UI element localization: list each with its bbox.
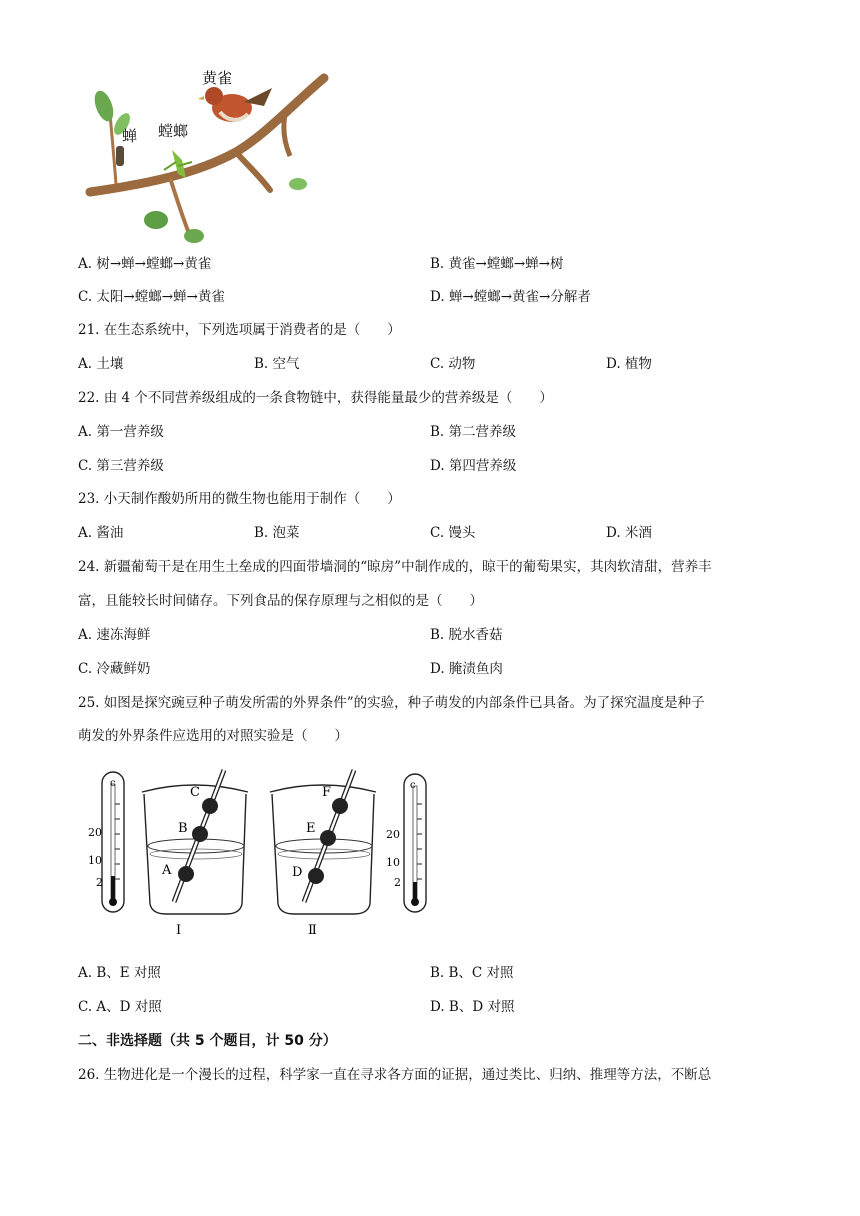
q25-option-b: B. B、C 对照 bbox=[430, 965, 514, 981]
q24-stem-line2: 富，且能较长时间储存。下列食品的保存原理与之相似的是（ ） bbox=[78, 593, 483, 609]
beaker-2-seed-d: D bbox=[292, 865, 303, 880]
q25-stem-line1: 25. 如图是探究豌豆种子萌发所需的外界条件”的实验，种子萌发的内部条件已具备。为了探究温度是种子 bbox=[78, 695, 705, 711]
q25-option-c: C. A、D 对照 bbox=[78, 999, 162, 1015]
therm-right-tick-20: 20 bbox=[386, 828, 400, 841]
label-huangque: 黄雀 bbox=[202, 69, 233, 87]
q23-option-a: A. 酱油 bbox=[78, 525, 124, 541]
label-chan: 蝉 bbox=[122, 127, 138, 145]
therm-right-tick-10: 10 bbox=[386, 856, 400, 869]
q23-option-d: D. 米酒 bbox=[606, 525, 652, 541]
q25-option-d: D. B、D 对照 bbox=[430, 999, 515, 1015]
q21-option-d: D. 植物 bbox=[606, 356, 652, 372]
section-2-title: 二、非选择题（共 5 个题目，计 50 分） bbox=[78, 1033, 337, 1049]
q20-option-d: D. 蝉→螳螂→黄雀→分解者 bbox=[430, 289, 591, 305]
beaker-2-seed-f: F bbox=[322, 785, 332, 800]
q22-option-b: B. 第二营养级 bbox=[430, 424, 517, 440]
therm-left-tick-20: 20 bbox=[88, 826, 102, 839]
beaker-2-caption: Ⅱ bbox=[308, 923, 317, 938]
therm-left-tick-2: 2 bbox=[96, 876, 103, 889]
q24-option-b: B. 脱水香菇 bbox=[430, 627, 503, 643]
q25-stem-line2: 萌发的外界条件应选用的对照实验是（ ） bbox=[78, 728, 348, 744]
seed-germination-figure bbox=[88, 764, 436, 942]
q20-option-b: B. 黄雀→螳螂→蝉→树 bbox=[430, 256, 564, 272]
q24-option-a: A. 速冻海鲜 bbox=[78, 627, 151, 643]
q22-option-c: C. 第三营养级 bbox=[78, 458, 164, 474]
therm-left-unit: c bbox=[110, 778, 116, 789]
beaker-1-seed-a: A bbox=[162, 863, 172, 878]
therm-left-tick-10: 10 bbox=[88, 854, 102, 867]
beaker-1-seed-c: C bbox=[190, 785, 200, 800]
q23-option-b: B. 泡菜 bbox=[254, 525, 300, 541]
q22-option-a: A. 第一营养级 bbox=[78, 424, 164, 440]
thermometer-left bbox=[88, 772, 124, 912]
therm-right-tick-2: 2 bbox=[394, 876, 401, 889]
q24-option-d: D. 腌渍鱼肉 bbox=[430, 661, 503, 677]
q21-option-a: A. 土壤 bbox=[78, 356, 124, 372]
beaker-1-seed-b: B bbox=[178, 821, 188, 836]
therm-right-unit: c bbox=[410, 780, 416, 791]
q23-option-c: C. 馒头 bbox=[430, 525, 476, 541]
q20-option-c: C. 太阳→螳螂→蝉→黄雀 bbox=[78, 289, 225, 305]
q26-stem-line1: 26. 生物进化是一个漫长的过程，科学家一直在寻求各方面的证据，通过类比、归纳、推理等方法，不断总 bbox=[78, 1067, 712, 1083]
q20-option-a: A. 树→蝉→螳螂→黄雀 bbox=[78, 256, 212, 272]
label-tanglang: 螳螂 bbox=[158, 122, 189, 140]
q21-option-c: C. 动物 bbox=[430, 356, 476, 372]
q21-option-b: B. 空气 bbox=[254, 356, 300, 372]
q22-option-d: D. 第四营养级 bbox=[430, 458, 517, 474]
q25-option-a: A. B、E 对照 bbox=[78, 965, 161, 981]
q21-stem: 21. 在生态系统中，下列选项属于消费者的是（ ） bbox=[78, 322, 401, 338]
q23-stem: 23. 小天制作酸奶所用的微生物也能用于制作（ ） bbox=[78, 491, 401, 507]
food-chain-illustration bbox=[86, 66, 332, 244]
beaker-1 bbox=[142, 770, 248, 914]
beaker-1-caption: Ⅰ bbox=[176, 923, 182, 938]
q24-option-c: C. 冷藏鲜奶 bbox=[78, 661, 151, 677]
beaker-2-seed-e: E bbox=[306, 821, 316, 836]
q22-stem: 22. 由 4 个不同营养级组成的一条食物链中，获得能量最少的营养级是（ ） bbox=[78, 390, 553, 406]
thermometer-right bbox=[386, 774, 426, 912]
q24-stem-line1: 24. 新疆葡萄干是在用生土垒成的四面带墙洞的“晾房”中制作成的，晾干的葡萄果实，其肉软清甜，营养丰 bbox=[78, 559, 712, 575]
beaker-2 bbox=[270, 770, 376, 914]
